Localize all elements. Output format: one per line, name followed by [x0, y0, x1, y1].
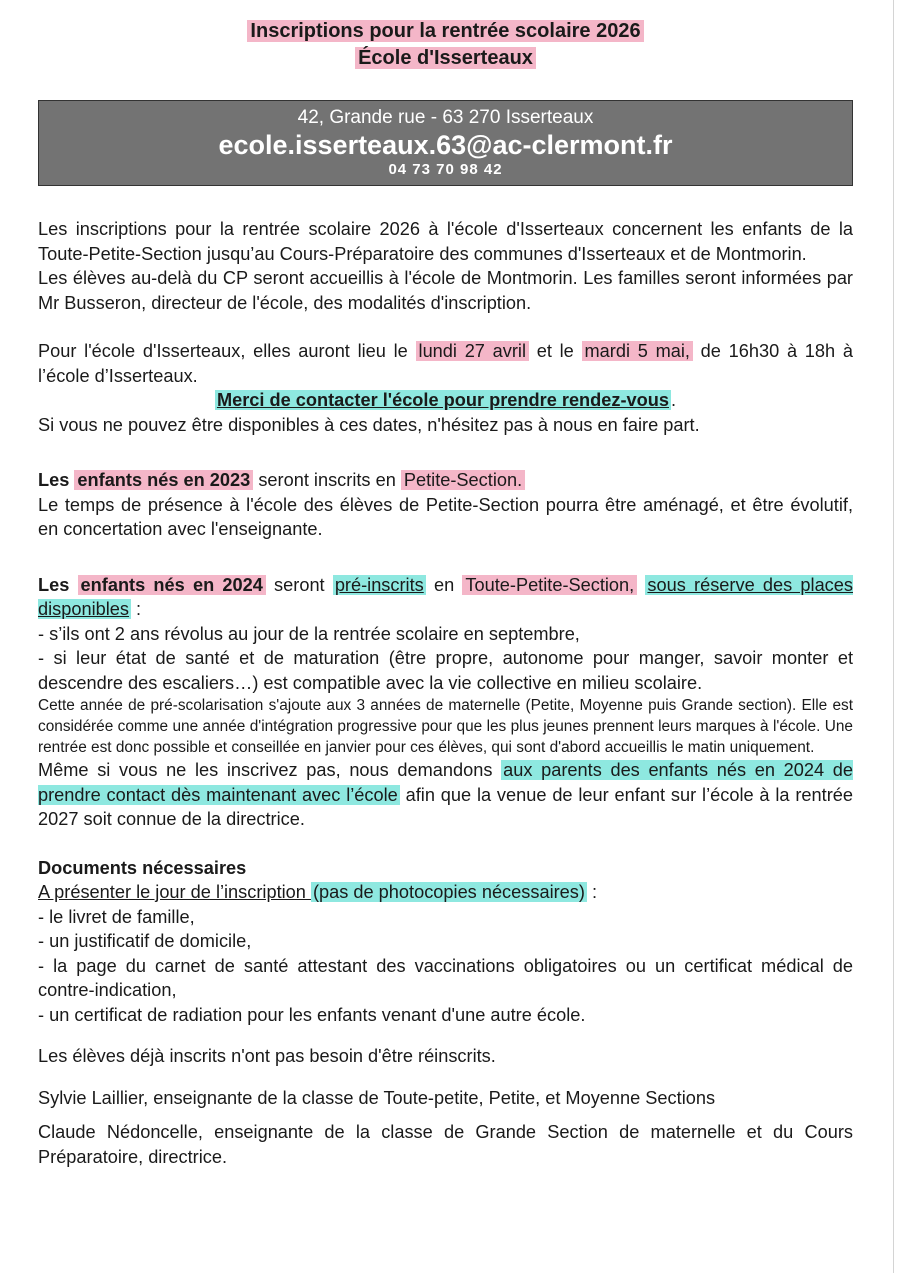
document-item: - un justificatif de domicile,	[38, 931, 252, 951]
dates-text-mid: et le	[529, 341, 582, 361]
dates-section	[38, 339, 853, 437]
reinscription-note: Les élèves déjà inscrits n'ont pas besoin d'être réinscrits.	[38, 1046, 496, 1066]
documents-colon: :	[586, 882, 598, 902]
tps-condition-2: - si leur état de santé et de maturation (être propre, autonome pour manger, savoir monter et descendre des escaliers…) est compatible avec la vie collective en milieu scolaire.	[38, 648, 853, 693]
document-item: - un certificat de radiation pour les enfants venant d'une autre école.	[38, 1004, 586, 1025]
dates-paragraph	[38, 339, 853, 388]
teacher-1-signature: Sylvie Laillier, enseignante de la classe de Toute-petite, Petite, et Moyenne Sections	[38, 1087, 716, 1108]
tps-condition-1: - s’ils ont 2 ans révolus au jour de la rentrée scolaire en septembre,	[38, 623, 580, 644]
intro-paragraph-2: Les élèves au-delà du CP seront accueillis à l'école de Montmorin. Les familles seront informées par Mr Busseron, directeur de l'école, des modalités d'inscription.	[38, 268, 853, 313]
dates-text-pre: Pour l'école d'Isserteaux, elles auront lieu le	[38, 341, 416, 361]
footer-section	[38, 1044, 853, 1169]
school-phone: 04 73 70 98 42	[388, 161, 503, 178]
title-line-1: Inscriptions pour la rentrée scolaire 2026	[247, 20, 643, 42]
tps-contact-paragraph	[38, 758, 853, 832]
appointment-line	[38, 388, 853, 413]
school-address: 42, Grande rue - 63 270 Isserteaux	[297, 107, 594, 128]
intro-section	[38, 217, 853, 315]
dates-text-post: de 16h30 à 18h à l’école d’Isserteaux.	[38, 341, 853, 386]
documents-section	[38, 856, 853, 1028]
tps-reserve: sous réserve des places disponibles	[38, 574, 853, 619]
tps-heading-line	[38, 573, 853, 622]
ps-les: Les	[38, 470, 75, 490]
date-monday: lundi 27 avril	[416, 341, 529, 361]
tps-les: Les	[38, 574, 78, 595]
tps-preinscrits: pré-inscrits	[334, 574, 424, 595]
document-page	[38, 18, 853, 1169]
documents-present: A présenter le jour de l’inscription	[38, 882, 311, 902]
tps-colon: :	[131, 599, 142, 619]
petite-section-block	[38, 468, 853, 542]
tps-text-1: seront	[265, 574, 333, 595]
tps-contact-block	[38, 758, 853, 832]
documents-intro-line	[38, 880, 853, 905]
contact-box	[38, 100, 853, 186]
ps-mid-text: seront inscrits en	[253, 470, 401, 490]
page-edge-line	[893, 0, 894, 1273]
appointment-period: .	[671, 390, 677, 410]
title-line-2: École d'Isserteaux	[355, 47, 536, 69]
documents-heading: Documents nécessaires	[38, 857, 247, 878]
document-item: - le livret de famille,	[38, 906, 195, 927]
documents-no-copies: (pas de photocopies nécessaires)	[312, 882, 585, 902]
tps-block	[38, 573, 853, 696]
intro-paragraph-1: Les inscriptions pour la rentrée scolaire 2026 à l'école d'Isserteaux concernent les enfants de la Toute-Petite-Section jusqu’au Cours-Préparatoire des communes d'Isserteaux et de Montmorin.	[38, 219, 853, 264]
tps-text-2: en	[425, 574, 463, 595]
teacher-2-signature: Claude Nédoncelle, enseignante de la classe de Grande Section de maternelle et du Cours Préparatoire, directrice.	[38, 1122, 853, 1167]
tps-contact-pre: Même si vous ne les inscrivez pas, nous demandons	[38, 760, 502, 780]
ps-section-name: Petite-Section.	[401, 470, 525, 490]
date-tuesday: mardi 5 mai,	[582, 341, 693, 361]
school-email: ecole.isserteaux.63@ac-clermont.fr	[218, 130, 673, 160]
ps-birth-year: enfants nés en 2023	[74, 470, 253, 490]
ps-description: Le temps de présence à l'école des élèves de Petite-Section pourra être aménagé, et être évolutif, en concertation avec l'enseignante.	[38, 494, 853, 539]
availability-line: Si vous ne pouvez être disponibles à ces dates, n'hésitez pas à nous en faire part.	[38, 414, 700, 435]
tps-section-name: Toute-Petite-Section,	[462, 575, 637, 595]
appointment-request: Merci de contacter l'école pour prendre rendez-vous	[216, 390, 669, 410]
tps-contact-post: afin que la venue de leur enfant sur l’école à la rentrée 2027 soit connue de la directrice.	[38, 784, 853, 829]
tps-note: Cette année de pré-scolarisation s'ajoute aux 3 années de maternelle (Petite, Moyenne puis Grande section). Elle est considérée comme une année d'intégration progressive pour que les plus jeunes prennent leurs marques à l'école. Une rentrée est donc possible et conseillée en janvier pour ces élèves, qui sont d'abord accueillis le matin uniquement.	[38, 697, 853, 756]
document-title	[38, 18, 853, 72]
tps-birth-year: enfants nés en 2024	[78, 575, 266, 595]
document-item: - la page du carnet de santé attestant des vaccinations obligatoires ou un certificat médical de contre-indication,	[38, 955, 853, 1000]
tps-contact-highlight: aux parents des enfants nés en 2024 de prendre contact dès maintenant avec l’école	[38, 760, 853, 805]
ps-heading-line	[38, 468, 853, 493]
